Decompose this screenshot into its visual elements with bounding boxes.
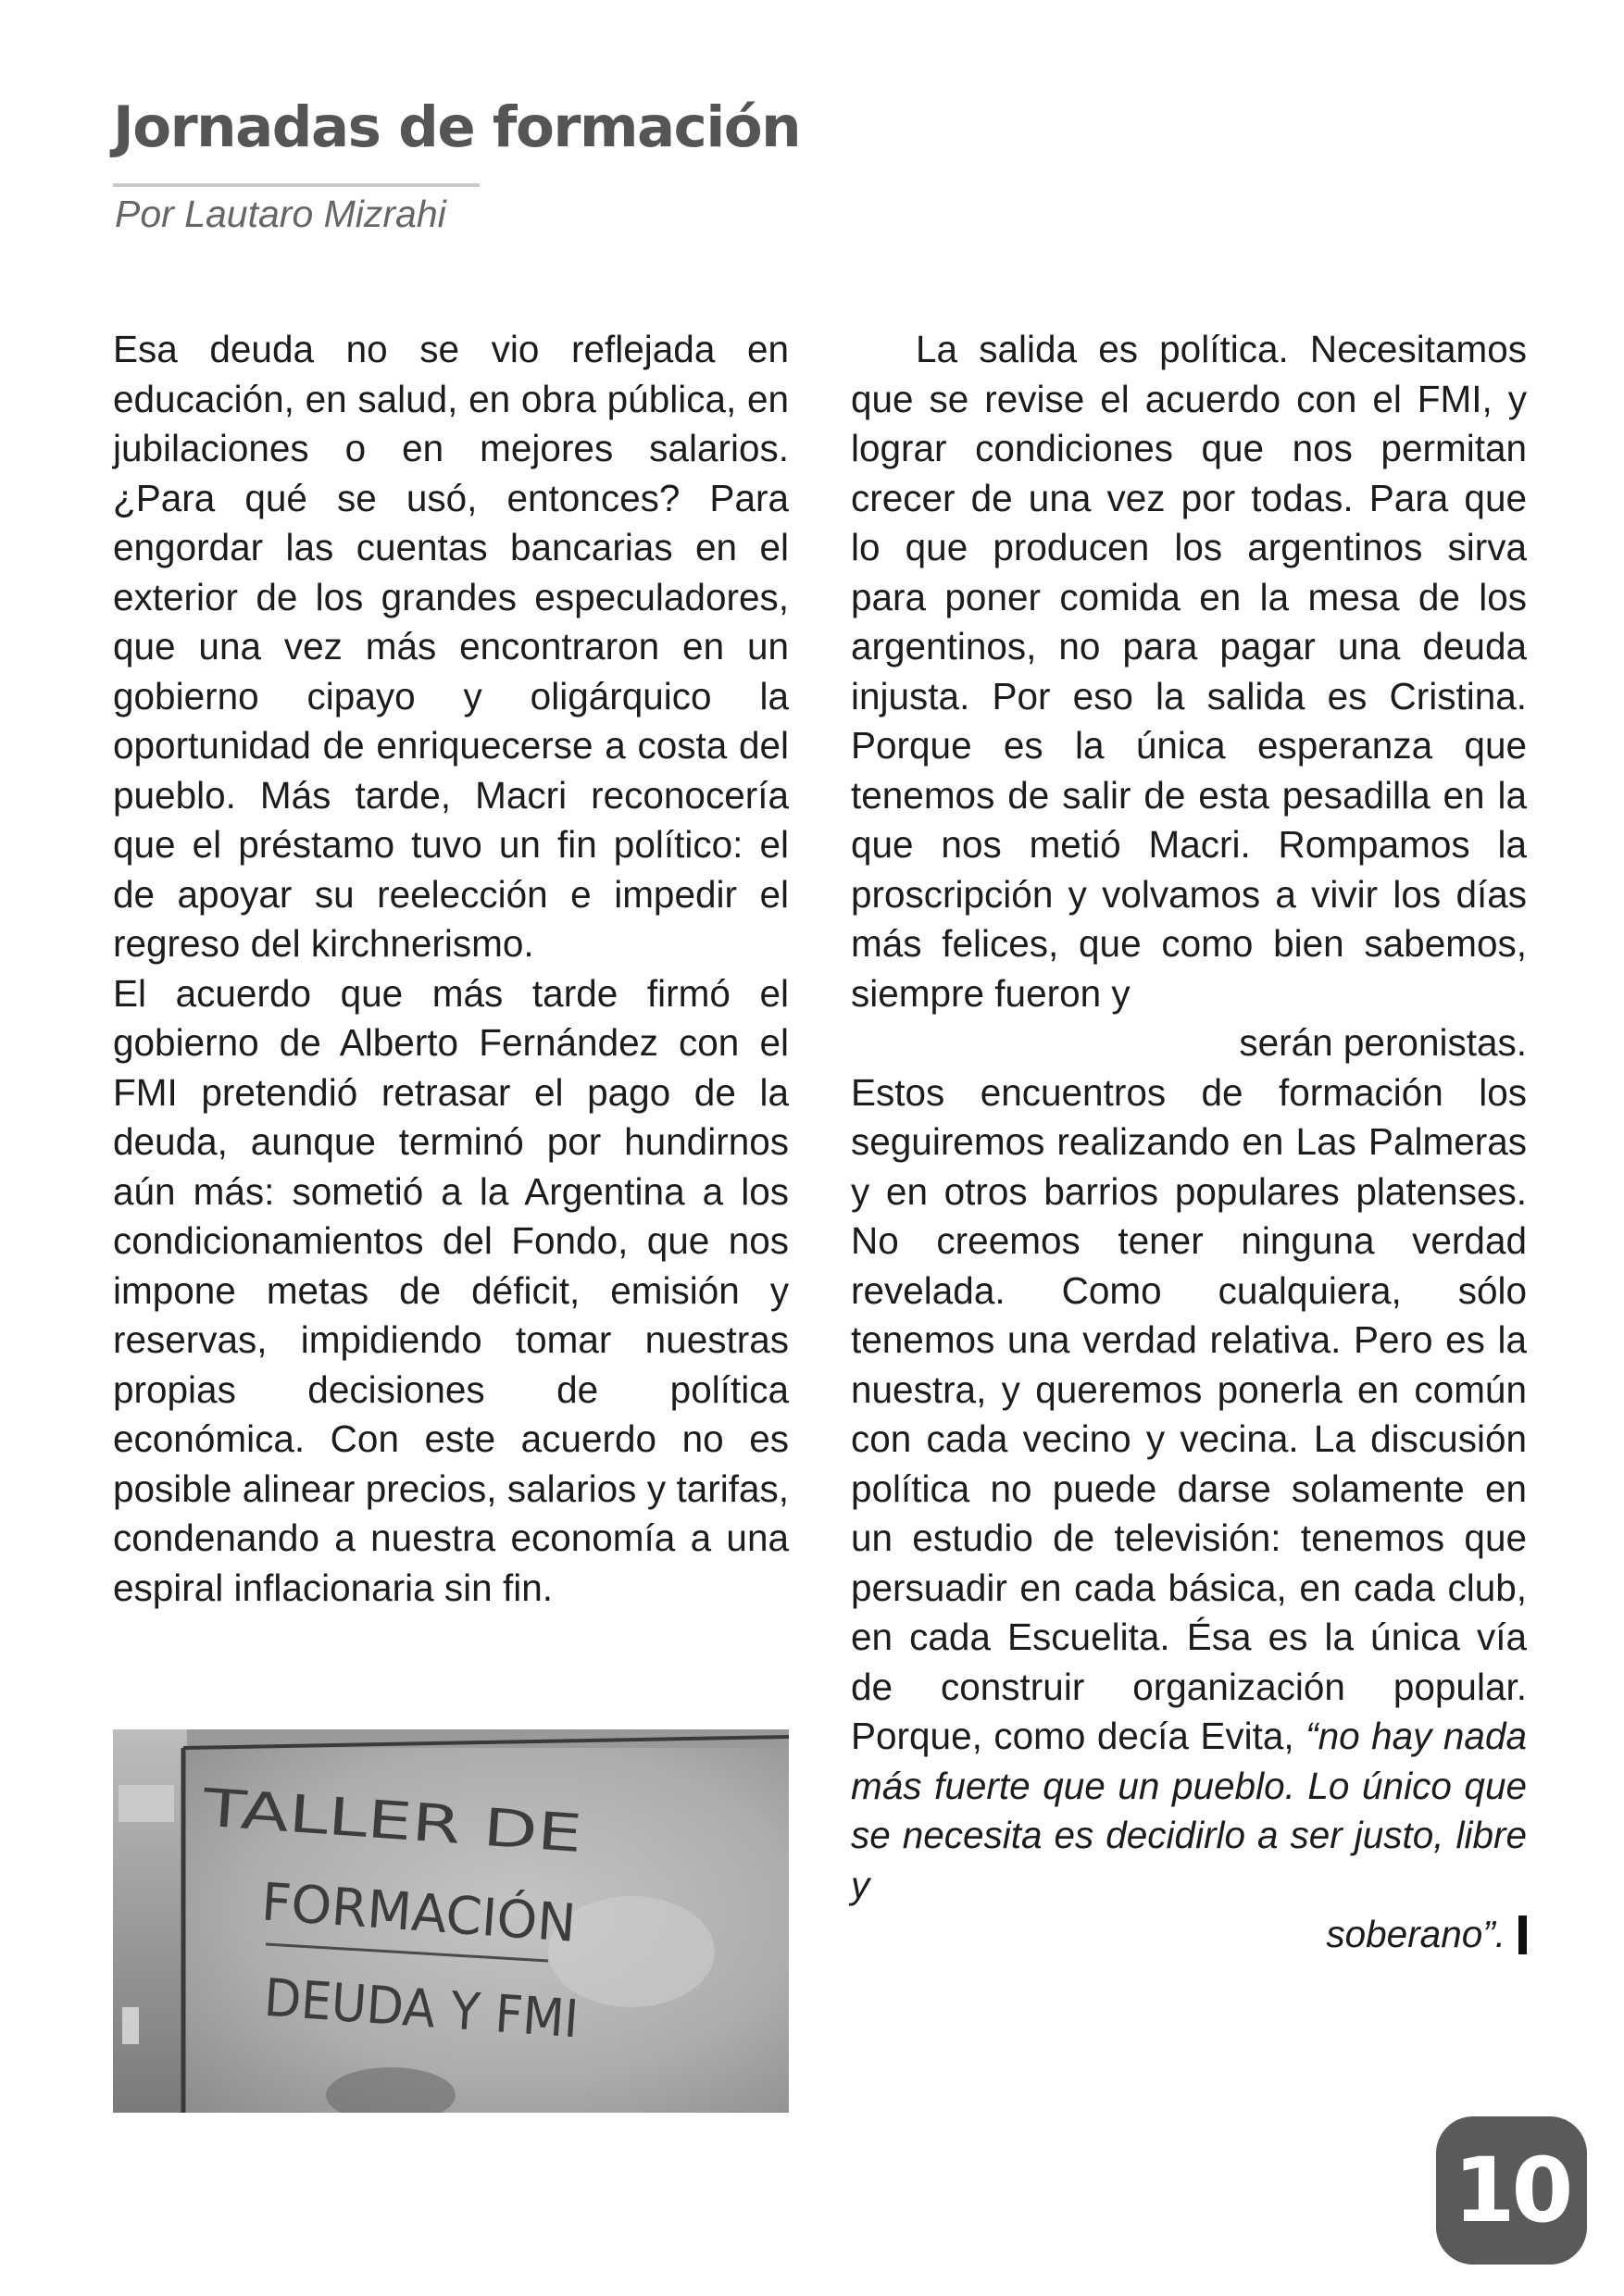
whiteboard-line-3: DEUDA Y FMI [262,1967,606,2053]
page-number-badge [1436,2116,1587,2265]
right-paragraph-1: La salida es política. Necesitamos que se revise el acuerdo con el FMI, y lograr condiciones que nos permitan crecer de una vez por todas. Para que lo que producen los argentinos sirva para poner comida en la mesa de los argentinos, no para pagar una deuda injusta. Por eso la salida es Cristina. Porque es la única esperanza que tenemos de salir de esta pesadilla en la que nos metió Macri. Rompamos la proscripción y volvamos a vivir los días más felices, que como bien sabemos, siempre fueron y [851,328,1527,1015]
left-paragraph-2: El acuerdo que más tarde firmó el gobierno de Alberto Fernández con el FMI pretendió retrasar el pago de la deuda, aunque terminó por hundirnos aún más: sometió a la Argentina a los condicionamientos del Fondo, que nos impone metas de déficit, emisión y reservas, impidiendo tomar nuestras propias decisiones de política económica. Con este acuerdo no es posible alinear precios, salarios y tarifas, condenando a nuestra economía a una espiral inflacionaria sin fin. [113,971,789,1609]
right-paragraph-2 [851,1068,1527,1911]
evita-quote: “no hay nada más fuerte que un pueblo. Lo único que se necesita es decidirlo a ser justo, libre y [851,1715,1527,1906]
evita-quote-end-text: soberano”. [1326,1913,1505,1955]
right-paragraph-1-end: serán peronistas. [1239,1021,1527,1064]
page-number: 10 [1453,2139,1570,2242]
right-column [851,325,1527,1960]
byline: Por Lautaro Mizrahi [115,193,446,235]
left-column [113,325,789,1613]
title-underline [113,183,480,187]
evita-quote-end [851,1910,1527,1960]
whiteboard-line-1: TALLER DE [201,1778,484,1858]
whiteboard-photo [113,1729,789,2113]
right-paragraph-2-text: Estos encuentros de formación los seguiremos realizando en Las Palmeras y en otros barrios populares platenses. No creemos tener ninguna verdad revelada. Como cualquiera, sólo tenemos una verdad relativa. Pero es la nuestra, y queremos ponerla en común con cada vecino y vecina. La discusión política no puede darse solamente en un estudio de televisión: tenemos que persuadir en cada básica, en cada club, en cada Escuelita. Ésa es la única vía de construir organización popular. Porque, como decía Evita, [851,1070,1527,1757]
left-paragraph-1: Esa deuda no se vio reflejada en educación, en salud, en obra pública, en jubilaciones o en mejores salarios. ¿Para qué se usó, entonces? Para engordar las cuentas bancarias en el exterior de los grandes especuladores, que una vez más encontraron en un gobierno cipayo y oligárquico la oportunidad de enriquecerse a costa del pueblo. Más tarde, Macri reconocería que el préstamo tuvo un fin político: el de apoyar su reelección e impedir el regreso del kirchnerismo. [113,328,789,965]
article-title: Jornadas de formación [113,94,801,160]
end-of-article-mark [1518,1915,1527,1954]
whiteboard-line-2: FORMACIÓN [259,1872,581,1955]
